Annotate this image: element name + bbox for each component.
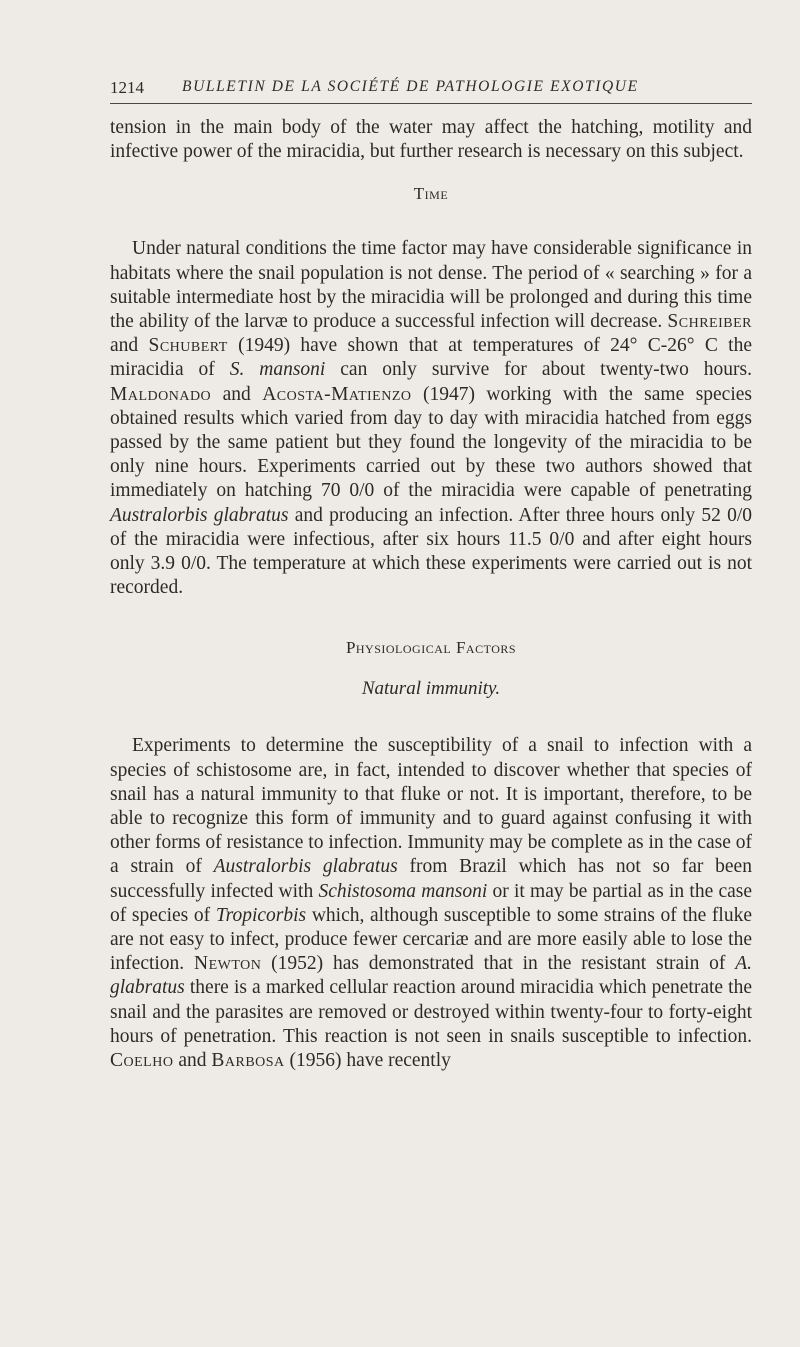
species-name: Schistosoma mansoni [318, 880, 488, 902]
species-name: S. mansoni [229, 359, 326, 381]
author-citation: Schreiber [667, 311, 752, 333]
species-name: Australorbis glabratus [110, 504, 289, 526]
author-citation: Schubert [148, 335, 228, 357]
author-citation: Acosta-Matienzo [262, 383, 412, 405]
section-heading-time: Time [413, 184, 449, 204]
running-title: BULLETIN DE LA SOCIÉTÉ DE PATHOLOGIE EXOTIQUE [182, 78, 639, 95]
species-name: A. glabratus [110, 953, 752, 999]
article-body [110, 116, 752, 1073]
paragraph-time: Under natural conditions the time factor may have considerable significance in habitats where the snail population is not dense. The period of « searching » for a suitable intermediate host by the miracidia will be prolonged and during this time the ability of the larvæ to produce a successful infection will decrease. Schreiber and Schubert (1949) have shown that at temperatures of 24° C-26° C the miracidia of S. mansoni can only survive for about twenty-two hours. Maldonado and Acosta-Matienzo (1947) working with the same species obtained results which varied from day to day with miracidia hatched from eggs passed by the same patient but they found the longevity of the miracidia to be only nine hours. Experiments carried out by these two authors showed that immediately on hatching 70 0/0 of the miracidia were capable of penetrating Australorbis glabratus and producing an infection. After three hours only 52 0/0 of the miracidia were infectious, after six hours 11.5 0/0 and after eight hours only 3.9 0/0. The temperature at which these experiments were carried out is not recorded. [110, 238, 753, 599]
species-name: Tropicorbis [215, 904, 307, 926]
page-number: 1214 [110, 78, 144, 97]
paragraph-continued: tension in the main body of the water may affect the hatching, motility and infective power of the miracidia, but further research is necessary on this subject. [110, 117, 752, 163]
subsection-heading-natural-immunity: Natural immunity. [361, 678, 501, 700]
section-heading-physiological-factors: Physiological Factors [345, 638, 517, 658]
header-rule [110, 103, 752, 104]
author-citation: Newton [193, 953, 262, 975]
paragraph-immunity: Experiments to determine the susceptibility of a snail to infection with a species of schistosome are, in fact, intended to discover whether that species of snail has a natural immunity to that fluke or not. It is important, therefore, to be able to recognize this form of immunity and to guard against confusing it with other forms of resistance to infection. Immunity may be complete as in the case of a strain of Australorbis glabratus from Brazil which has not so far been successfully infected with Schistosoma mansoni or it may be partial as in the case of species of Tropicorbis which, although susceptible to some strains of the fluke are not easy to infect, produce fewer cercariæ and are more easily able to lose the infection. Newton (1952) has demonstrated that in the resistant strain of A. glabratus there is a marked cellular reaction around miracidia which penetrate the snail and the parasites are removed or destroyed within twenty-four to forty-eight hours of penetration. This reaction is not seen in snails susceptible to infection. Coelho and Barbosa (1956) have recently [110, 735, 753, 1072]
species-name: Australorbis glabratus [213, 856, 398, 878]
author-citation: Maldonado [110, 383, 212, 405]
page-header [110, 78, 750, 100]
author-citation: Coelho [110, 1050, 174, 1072]
author-citation: Barbosa [211, 1050, 285, 1072]
